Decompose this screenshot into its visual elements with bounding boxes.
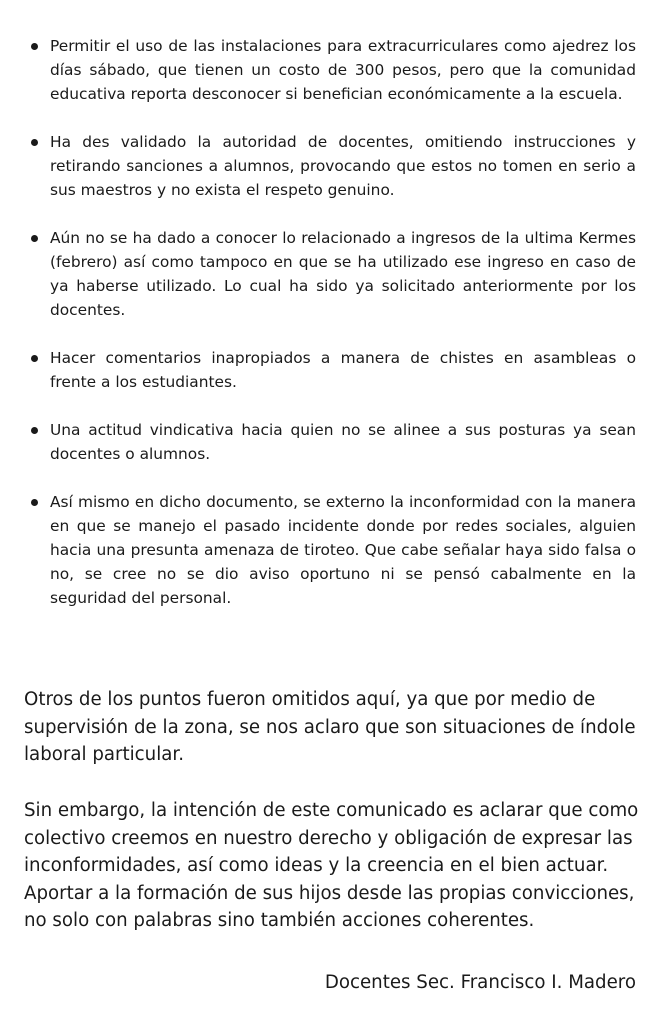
list-item — [28, 226, 636, 322]
bullet-icon — [31, 235, 38, 242]
intention-paragraph: Sin embargo, la intención de este comunicado es aclarar que como colectivo creemos en nuestro derecho y obligación de expresar las inconformidades, así como ideas y la creencia en el bien actuar. Aportar a la formación de sus hijos desde las propias convicciones, no solo con palabras sino también acciones coherentes. — [24, 800, 639, 931]
list-item-text: Permitir el uso de las instalaciones para extracurriculares como ajedrez los días sábado, que tienen un costo de 300 pesos, pero que la comunidad educativa reporta desconocer si benefician económicamente a la escuela. — [50, 37, 636, 103]
list-item — [28, 346, 636, 394]
bullet-icon — [31, 43, 38, 50]
bullet-icon — [31, 139, 38, 146]
list-item — [28, 34, 636, 106]
list-item — [28, 130, 636, 202]
omitted-points-paragraph: Otros de los puntos fueron omitidos aquí, ya que por medio de supervisión de la zona, se nos aclaro que son situaciones de índole laboral particular. — [24, 689, 636, 765]
bullet-icon — [31, 499, 38, 506]
list-item — [28, 418, 636, 466]
list-item-text: Ha des validado la autoridad de docentes, omitiendo instrucciones y retirando sanciones a alumnos, provocando que estos no tomen en serio a sus maestros y no exista el respeto genuino. — [50, 133, 636, 199]
bullet-icon — [31, 427, 38, 434]
list-item-text: Aún no se ha dado a conocer lo relacionado a ingresos de la ultima Kermes (febrero) así como tampoco en que se ha utilizado ese ingreso en caso de ya haberse utilizado. Lo cual ha sido ya solicitado anteriormente por los docentes. — [50, 229, 636, 319]
list-item-text: Hacer comentarios inapropiados a manera de chistes en asambleas o frente a los estudiantes. — [50, 349, 636, 391]
bullet-icon — [31, 355, 38, 362]
signature: Docentes Sec. Francisco I. Madero — [324, 972, 636, 993]
complaints-list — [28, 34, 636, 610]
list-item-text: Así mismo en dicho documento, se externo la inconformidad con la manera en que se manejo el pasado incidente donde por redes sociales, alguien hacia una presunta amenaza de tiroteo. Que cabe señalar haya sido falsa o no, se cree no se dio aviso oportuno ni se pensó cabalmente en la seguridad del personal. — [50, 493, 636, 607]
list-item-text: Una actitud vindicativa hacia quien no se alinee a sus posturas ya sean docentes o alumnos. — [50, 421, 636, 463]
list-item — [28, 490, 636, 610]
